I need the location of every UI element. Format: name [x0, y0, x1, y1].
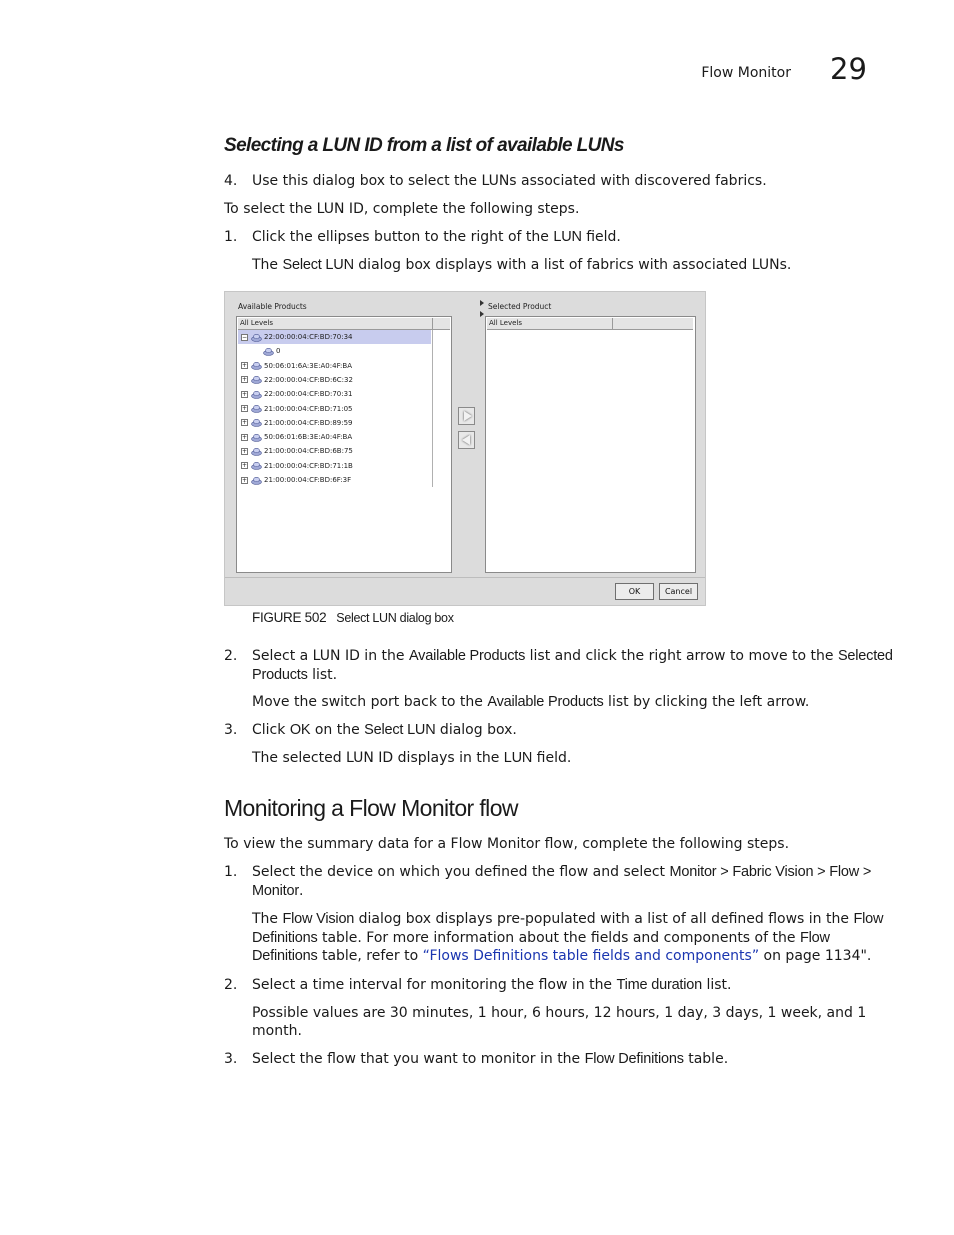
tree-item-label: 21:00:00:04:CF:BD:71:1B — [264, 461, 353, 470]
tree-item-label: 22:00:00:04:CF:BD:6C:32 — [264, 375, 353, 384]
step-result: Definitions table. For more information about the fields and components of the Flow — [252, 930, 830, 946]
step-note: month. — [252, 1023, 302, 1039]
step-number: 4. — [224, 173, 238, 189]
device-icon — [251, 476, 262, 485]
expand-icon[interactable]: + — [242, 462, 248, 470]
tree-item-label: 21:00:00:04:CF:BD:6B:75 — [264, 447, 353, 456]
tree-item-label: 21:00:00:04:CF:BD:89:59 — [264, 418, 353, 427]
step-number: 2. — [224, 648, 238, 664]
selected-product-title: Selected Product — [488, 302, 552, 311]
tree-item-label: 50:06:01:6A:3E:A0:4F:BA — [264, 361, 352, 370]
device-icon — [251, 433, 262, 442]
move-right-button[interactable] — [458, 407, 475, 425]
step-note: Move the switch port back to the Available Products list by clicking the left arrow. — [252, 694, 810, 710]
section-intro: To view the summary data for a Flow Monitor flow, complete the following steps. — [224, 836, 790, 852]
expand-icon[interactable]: + — [242, 476, 248, 484]
move-left-button[interactable] — [458, 431, 475, 449]
ok-button[interactable]: OK — [615, 583, 654, 600]
tree-item-label: 22:00:00:04:CF:BD:70:31 — [264, 390, 353, 399]
scrollbar-divider — [432, 330, 433, 487]
expand-icon[interactable]: + — [242, 405, 248, 412]
dialog-divider — [225, 577, 705, 578]
expand-icon[interactable]: + — [242, 419, 248, 427]
chapter-number: 29 — [830, 52, 867, 86]
step-text: Products list. — [252, 667, 338, 683]
device-icon — [263, 347, 274, 356]
device-icon — [251, 418, 262, 427]
tree-item-label: 22:00:00:04:CF:BD:70:34 — [264, 333, 353, 341]
step-text: Use this dialog box to select the LUNs associated with discovered fabrics. — [252, 173, 767, 189]
device-icon — [251, 447, 262, 456]
step-text: Click the ellipses button to the right of the LUN field. — [252, 229, 621, 245]
figure-caption: FIGURE 502 Select LUN dialog box — [252, 610, 454, 625]
step-note: Possible values are 30 minutes, 1 hour, 6 hours, 12 hours, 1 day, 3 days, 1 week, and 1 — [252, 1005, 867, 1021]
device-icon — [251, 390, 262, 399]
cancel-button[interactable]: Cancel — [659, 583, 698, 600]
step-number: 3. — [224, 722, 238, 738]
tree-item-label: 21:00:00:04:CF:BD:71:05 — [264, 404, 353, 413]
device-icon — [251, 333, 262, 342]
step-number: 2. — [224, 977, 238, 993]
available-products-panel — [236, 316, 452, 573]
expand-icon[interactable]: + — [242, 433, 248, 441]
step-text: Monitor. — [252, 883, 304, 899]
device-icon — [251, 404, 262, 413]
tree-item-label: 21:00:00:04:CF:BD:6F:3F — [264, 476, 352, 484]
step-text: Select the device on which you defined the flow and select Monitor > Fabric Vision > Flow > — [252, 864, 872, 880]
arrow-left-icon — [462, 435, 470, 445]
step-result: The Flow Vision dialog box displays pre-populated with a list of all defined flows in the Flow — [252, 911, 884, 927]
device-icon — [251, 361, 262, 370]
section-title: Monitoring a Flow Monitor flow — [224, 795, 518, 821]
step-text: Select a time interval for monitoring the flow in the Time duration list. — [252, 977, 732, 993]
tree-item[interactable] — [238, 387, 431, 401]
tree-child-item[interactable] — [238, 344, 431, 358]
tree-item[interactable] — [238, 330, 431, 344]
device-icon — [251, 375, 262, 384]
column-header[interactable]: All Levels — [238, 318, 433, 330]
step-number: 3. — [224, 1051, 238, 1067]
panel-marker-icon — [480, 300, 484, 306]
step-text: Click OK on the Select LUN dialog box. — [252, 722, 517, 738]
panel-marker-icon — [480, 311, 484, 317]
device-icon — [251, 461, 262, 470]
step-result: The Select LUN dialog box displays with a list of fabrics with associated LUNs. — [252, 257, 792, 273]
running-header-section: Flow Monitor — [701, 65, 791, 81]
tree-item[interactable] — [238, 430, 431, 444]
tree-item[interactable] — [238, 373, 431, 387]
selected-product-panel — [485, 316, 696, 573]
tree-item-label: 0 — [276, 347, 281, 356]
collapse-icon[interactable]: − — [242, 333, 248, 341]
expand-icon[interactable]: + — [242, 362, 248, 370]
step-result: The selected LUN ID displays in the LUN field. — [252, 750, 572, 766]
expand-icon[interactable]: + — [242, 447, 248, 455]
tree-item[interactable] — [238, 473, 431, 487]
step-text: Select a LUN ID in the Available Products list and click the right arrow to move to the Selected — [252, 648, 893, 664]
available-products-title: Available Products — [238, 302, 307, 311]
column-header[interactable]: All Levels — [487, 318, 613, 330]
tree-item[interactable] — [238, 416, 431, 430]
select-lun-dialog — [224, 291, 706, 606]
column-header-blank — [433, 318, 450, 330]
step-number: 1. — [224, 864, 238, 880]
step-number: 1. — [224, 229, 238, 245]
step-result: Definitions table, refer to “Flows Definitions table fields and components” on page 1134". — [252, 948, 872, 964]
subsection-title: Selecting a LUN ID from a list of available LUNs — [224, 135, 624, 156]
column-header-blank — [613, 318, 693, 330]
step-text: Select the flow that you want to monitor in the Flow Definitions table. — [252, 1051, 729, 1067]
tree-item[interactable] — [238, 359, 431, 373]
intro-paragraph: To select the LUN ID, complete the following steps. — [224, 201, 580, 217]
tree-item[interactable] — [238, 402, 431, 416]
expand-icon[interactable]: + — [242, 390, 248, 398]
tree-item[interactable] — [238, 444, 431, 458]
cross-reference-link[interactable]: “Flows Definitions table fields and components” — [422, 948, 760, 964]
arrow-right-icon — [464, 411, 472, 421]
expand-icon[interactable]: + — [242, 376, 248, 384]
tree-item[interactable] — [238, 459, 431, 473]
tree-item-label: 50:06:01:6B:3E:A0:4F:BA — [264, 433, 353, 442]
